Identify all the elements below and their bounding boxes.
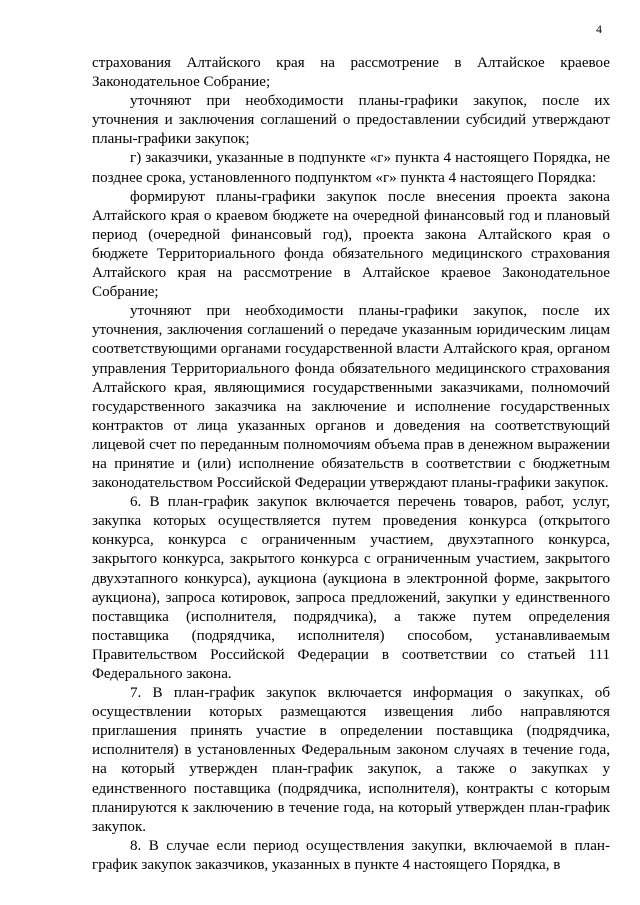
paragraph: уточняют при необходимости планы-графики закупок, после их уточнения, заключения соглашений о передаче указанным юридическим лицам соответствующими органами государственной власти Алтайского края, органом управления Территориального фонда обязательного медицинского страхования Алтайского края, являющимися государственными заказчиками, полномочий государственного заказчика на заключение и исполнение государственных контрактов от лица указанных органов и доведения на соответствующий лицевой счет по переданным полномочиям объема прав в денежном выражении на принятие и (или) исполнение обязательств в соответствии с бюджетным законодательством Российской Федерации утверждают планы-графики закупок.	[92, 303, 610, 492]
paragraph: г) заказчики, указанные в подпункте «г» пункта 4 настоящего Порядка, не позднее срока, установленного подпунктом «г» пункта 4 настоящего Порядка:	[92, 150, 610, 186]
paragraph: формируют планы-графики закупок после внесения проекта закона Алтайского края о краевом бюджете на очередной финансовый год и плановый период (очередной финансовый год), проекта закона Алтайского края о бюджете Территориального фонда обязательного медицинского страхования Алтайского края на рассмотрение в Алтайское краевое Законодательное Собрание;	[92, 188, 610, 301]
paragraph-clause-7: 7. В план-график закупок включается информация о закупках, об осуществлении которых размещаются извещения либо направляются приглашения принять участие в определении поставщика (подрядчика, исполнителя) в установленных Федеральным законом случаях в течение года, на который утвержден план-график закупок, а также о закупках у единственного поставщика (подрядчика, исполнителя), контракты с которым планируются к заключению в течение года, на который утвержден план-график закупок.	[92, 685, 610, 835]
paragraph: уточняют при необходимости планы-графики закупок, после их уточнения и заключения соглашений о предоставлении субсидий утверждают планы-графики закупок;	[92, 93, 610, 148]
paragraph-clause-6: 6. В план-график закупок включается перечень товаров, работ, услуг, закупка которых осуществляется путем проведения конкурса (открытого конкурса, конкурса с ограниченным участием, двухэтапного конкурса, закрытого конкурса, закрытого конкурса с ограниченным участием, закрытого двухэтапного конкурса), аукциона (аукциона в электронной форме, закрытого аукциона), запроса котировок, запроса предложений, закупки у единственного поставщика (исполнителя, подрядчика), а также путем определения поставщика (подрядчика, исполнителя) способом, устанавливаемым Правительством Российской Федерации в соответствии со статьей 111 Федерального закона.	[92, 494, 610, 682]
paragraph: страхования Алтайского края на рассмотрение в Алтайское краевое Законодательное Собрание;	[92, 55, 610, 91]
document-body	[92, 54, 610, 875]
paragraph-clause-8: 8. В случае если период осуществления закупки, включаемой в план-график закупок заказчиков, указанных в пункте 4 настоящего Порядка, в	[92, 837, 610, 873]
page-number: 4	[596, 22, 602, 36]
